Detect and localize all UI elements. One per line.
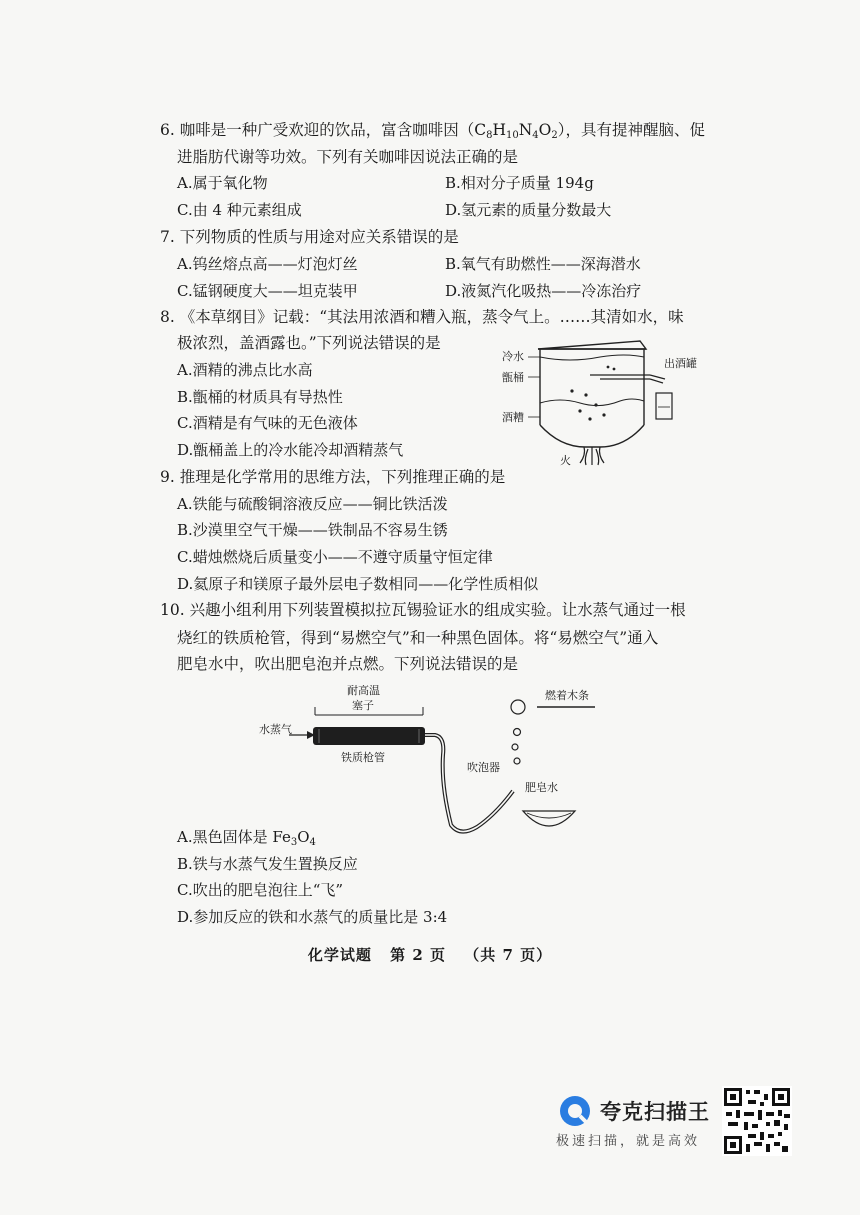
q9-option-a: A.铁能与硫酸铜溶液反应——铜比铁活泼 [177,495,448,513]
label-cold-water: 冷水 [502,350,524,363]
iron-barrel-shape [313,727,425,745]
label-lees: 酒糟 [502,411,524,424]
label-bucket: 甑桶 [502,371,524,384]
q8-option-d: D.甑桶盖上的冷水能冷却酒精蒸气 [177,441,404,459]
lid-shape [538,341,646,349]
q9-option-d: D.氦原子和镁原子最外层电子数相同——化学性质相似 [177,575,539,593]
q10-option-b: B.铁与水蒸气发生置换反应 [177,855,358,873]
label-soap-water: 肥皂水 [525,781,558,794]
footer-page: 第 2 页 [390,946,446,964]
label-iron-barrel: 铁质枪管 [341,751,385,764]
q6-option-c: C.由 4 种元素组成 [177,201,302,219]
label-steam: 水蒸气 [259,723,292,736]
fire-icon [580,447,604,465]
q7-option-b: B.氧气有助燃性——深海潜水 [445,255,641,273]
q6-option-b: B.相对分子质量 194g [445,174,594,192]
watermark-slogan: 极速扫描，就是高效 [556,1134,701,1149]
q10-stem-line3: 肥皂水中，吹出肥皂泡并点燃。下列说法错误的是 [177,655,519,673]
label-fire: 火 [560,454,571,467]
scanner-watermark [556,1090,716,1150]
label-burning-stick: 燃着木条 [545,689,589,702]
q10-option-d: D.参加反应的铁和水蒸气的质量比是 3:4 [177,908,448,926]
q6-option-a: A.属于氧化物 [177,174,268,192]
label-outlet: 出酒罐 [664,357,697,370]
q7-option-a: A.钨丝熔点高——灯泡灯丝 [177,255,358,273]
soap-bowl-shape [523,811,575,826]
qr-code-icon [722,1086,792,1156]
q8-stem-line2: 极浓烈，盖酒露也。”下列说法错误的是 [177,334,441,352]
q10-stem-line2: 烧红的铁质枪管，得到“易燃空气”和一种黑色固体。将“易燃空气”通入 [177,629,659,647]
q10-option-c: C.吹出的肥皂泡往上“飞” [177,881,344,899]
q7-stem: 7. 下列物质的性质与用途对应关系错误的是 [160,228,459,246]
watermark-brand: 夸克扫描王 [600,1100,710,1124]
q8-option-b: B.甑桶的材质具有导热性 [177,388,343,406]
q8-option-a: A.酒精的沸点比水高 [177,361,313,379]
footer-subject: 化学试题 [307,946,372,964]
q6-option-d: D.氢元素的质量分数最大 [445,201,612,219]
quark-logo-icon [558,1094,592,1128]
q10-stem-line1: 10. 兴趣小组利用下列装置模拟拉瓦锡验证水的组成实验。让水蒸气通过一根 [160,601,686,619]
q10-apparatus-figure [255,685,615,835]
label-stopper-line2: 塞子 [352,699,374,712]
q10-option-a: A.黑色固体是 $Fe_3O_4$ [177,828,316,848]
q9-stem: 9. 推理是化学常用的思维方法，下列推理正确的是 [160,468,506,486]
q8-stem-line1: 8. 《本草纲目》记载：“其法用浓酒和糟入瓶，蒸令气上。……其清如水，味 [160,308,684,326]
label-stopper-line1: 耐高温 [347,685,380,697]
jar-shape [656,393,672,419]
q8-distiller-figure [500,335,710,470]
q9-option-b: B.沙漠里空气干燥——铁制品不容易生锈 [177,521,448,539]
q6-stem-line2: 进脂肪代谢等功效。下列有关咖啡因说法正确的是 [177,148,519,166]
q7-option-c: C.锰钢硬度大——坦克装甲 [177,282,358,300]
q6-stem-line1: 6. 咖啡是一种广受欢迎的饮品，富含咖啡因$(C_8H_{10}N_4O_2)$，具有提神醒脑、促 [160,121,706,141]
q7-option-d: D.液氮汽化吸热——冷冻治疗 [445,282,642,300]
label-blower: 吹泡器 [467,761,500,774]
page-footer [0,944,860,965]
q9-option-c: C.蜡烛燃烧后质量变小——不遵守质量守恒定律 [177,548,493,566]
q8-option-c: C.酒精是有气味的无色液体 [177,414,358,432]
footer-total: （共 7 页） [464,946,553,964]
